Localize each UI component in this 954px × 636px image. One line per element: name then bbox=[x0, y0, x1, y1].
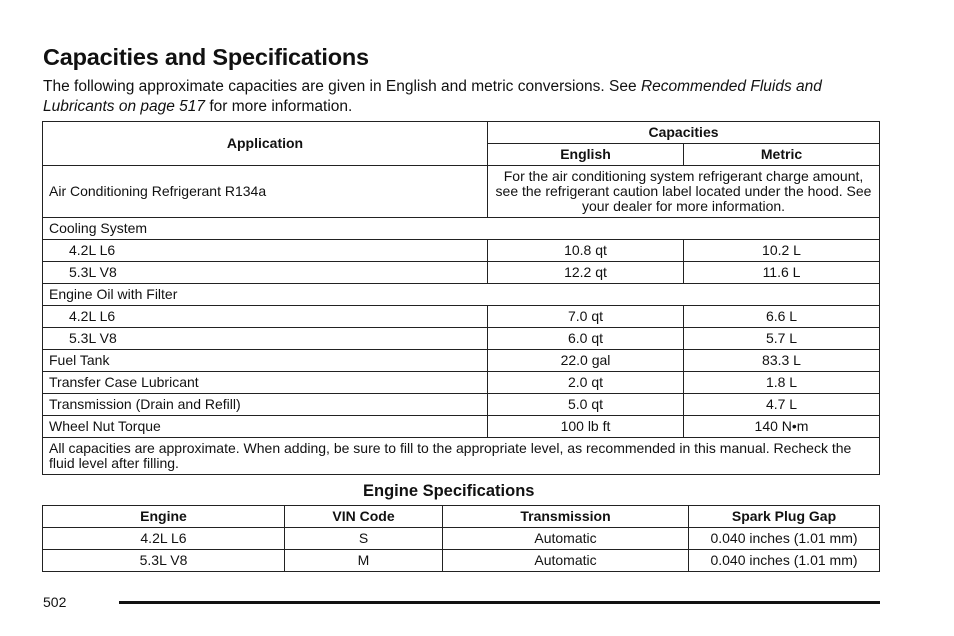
cell-engine: 5.3L V8 bbox=[43, 550, 285, 572]
cell-metric: 1.8 L bbox=[684, 372, 880, 394]
intro-text-end: for more information. bbox=[205, 98, 353, 115]
cell-metric: 11.6 L bbox=[684, 262, 880, 284]
engine-specs-table bbox=[42, 505, 880, 572]
cell-ac-note: For the air conditioning system refrigerant charge amount, see the refrigerant caution label located under the hood. See your dealer for more information. bbox=[488, 166, 880, 218]
cell-english: 22.0 gal bbox=[488, 350, 684, 372]
intro-text: The following approximate capacities are given in English and metric conversions. See bbox=[43, 78, 641, 95]
table-row bbox=[43, 240, 880, 262]
cell-metric: 4.7 L bbox=[684, 394, 880, 416]
cell-english: 7.0 qt bbox=[488, 306, 684, 328]
cell-section-engine-oil: Engine Oil with Filter bbox=[43, 284, 880, 306]
header-capacities: Capacities bbox=[488, 122, 880, 144]
header-transmission: Transmission bbox=[443, 506, 689, 528]
intro-paragraph bbox=[43, 77, 883, 117]
table-row bbox=[43, 262, 880, 284]
page-number: 502 bbox=[43, 594, 67, 610]
cell-application: Air Conditioning Refrigerant R134a bbox=[43, 166, 488, 218]
cell-application: Transmission (Drain and Refill) bbox=[43, 394, 488, 416]
table-row bbox=[43, 394, 880, 416]
table-row bbox=[43, 284, 880, 306]
table-row bbox=[43, 550, 880, 572]
cell-metric: 140 N•m bbox=[684, 416, 880, 438]
cell-application: 4.2L L6 bbox=[43, 306, 488, 328]
table-row bbox=[43, 306, 880, 328]
cell-english: 10.8 qt bbox=[488, 240, 684, 262]
cell-english: 5.0 qt bbox=[488, 394, 684, 416]
header-english: English bbox=[488, 144, 684, 166]
header-metric: Metric bbox=[684, 144, 880, 166]
header-application: Application bbox=[43, 122, 488, 166]
cell-spark-plug-gap: 0.040 inches (1.01 mm) bbox=[689, 528, 880, 550]
cell-application: 5.3L V8 bbox=[43, 262, 488, 284]
table-row bbox=[43, 438, 880, 475]
cell-application: 4.2L L6 bbox=[43, 240, 488, 262]
cell-metric: 10.2 L bbox=[684, 240, 880, 262]
cell-metric: 6.6 L bbox=[684, 306, 880, 328]
cell-transmission: Automatic bbox=[443, 550, 689, 572]
cell-footnote: All capacities are approximate. When adding, be sure to fill to the appropriate level, as recommended in this manual. Recheck the fluid level after filling. bbox=[43, 438, 880, 475]
header-vin-code: VIN Code bbox=[285, 506, 443, 528]
cell-english: 6.0 qt bbox=[488, 328, 684, 350]
table-row bbox=[43, 372, 880, 394]
table-row bbox=[43, 166, 880, 218]
cell-metric: 83.3 L bbox=[684, 350, 880, 372]
cell-english: 2.0 qt bbox=[488, 372, 684, 394]
cell-spark-plug-gap: 0.040 inches (1.01 mm) bbox=[689, 550, 880, 572]
cell-application: Fuel Tank bbox=[43, 350, 488, 372]
header-engine: Engine bbox=[43, 506, 285, 528]
cell-vin-code: S bbox=[285, 528, 443, 550]
cell-english: 12.2 qt bbox=[488, 262, 684, 284]
page-title: Capacities and Specifications bbox=[43, 44, 369, 70]
cell-engine: 4.2L L6 bbox=[43, 528, 285, 550]
cell-english: 100 lb ft bbox=[488, 416, 684, 438]
table-row bbox=[43, 218, 880, 240]
table-row bbox=[43, 416, 880, 438]
cell-vin-code: M bbox=[285, 550, 443, 572]
engine-specs-title: Engine Specifications bbox=[363, 482, 535, 500]
table-row bbox=[43, 350, 880, 372]
cell-application: Wheel Nut Torque bbox=[43, 416, 488, 438]
cell-transmission: Automatic bbox=[443, 528, 689, 550]
cell-metric: 5.7 L bbox=[684, 328, 880, 350]
footer-rule bbox=[119, 601, 880, 604]
cell-application: 5.3L V8 bbox=[43, 328, 488, 350]
table-row bbox=[43, 328, 880, 350]
table-row bbox=[43, 528, 880, 550]
cell-section-cooling: Cooling System bbox=[43, 218, 880, 240]
fluids-reference: Recommended Fluids and Lubricants on page 517 bbox=[43, 78, 822, 115]
cell-application: Transfer Case Lubricant bbox=[43, 372, 488, 394]
header-spark-plug-gap: Spark Plug Gap bbox=[689, 506, 880, 528]
capacities-table bbox=[42, 121, 880, 475]
